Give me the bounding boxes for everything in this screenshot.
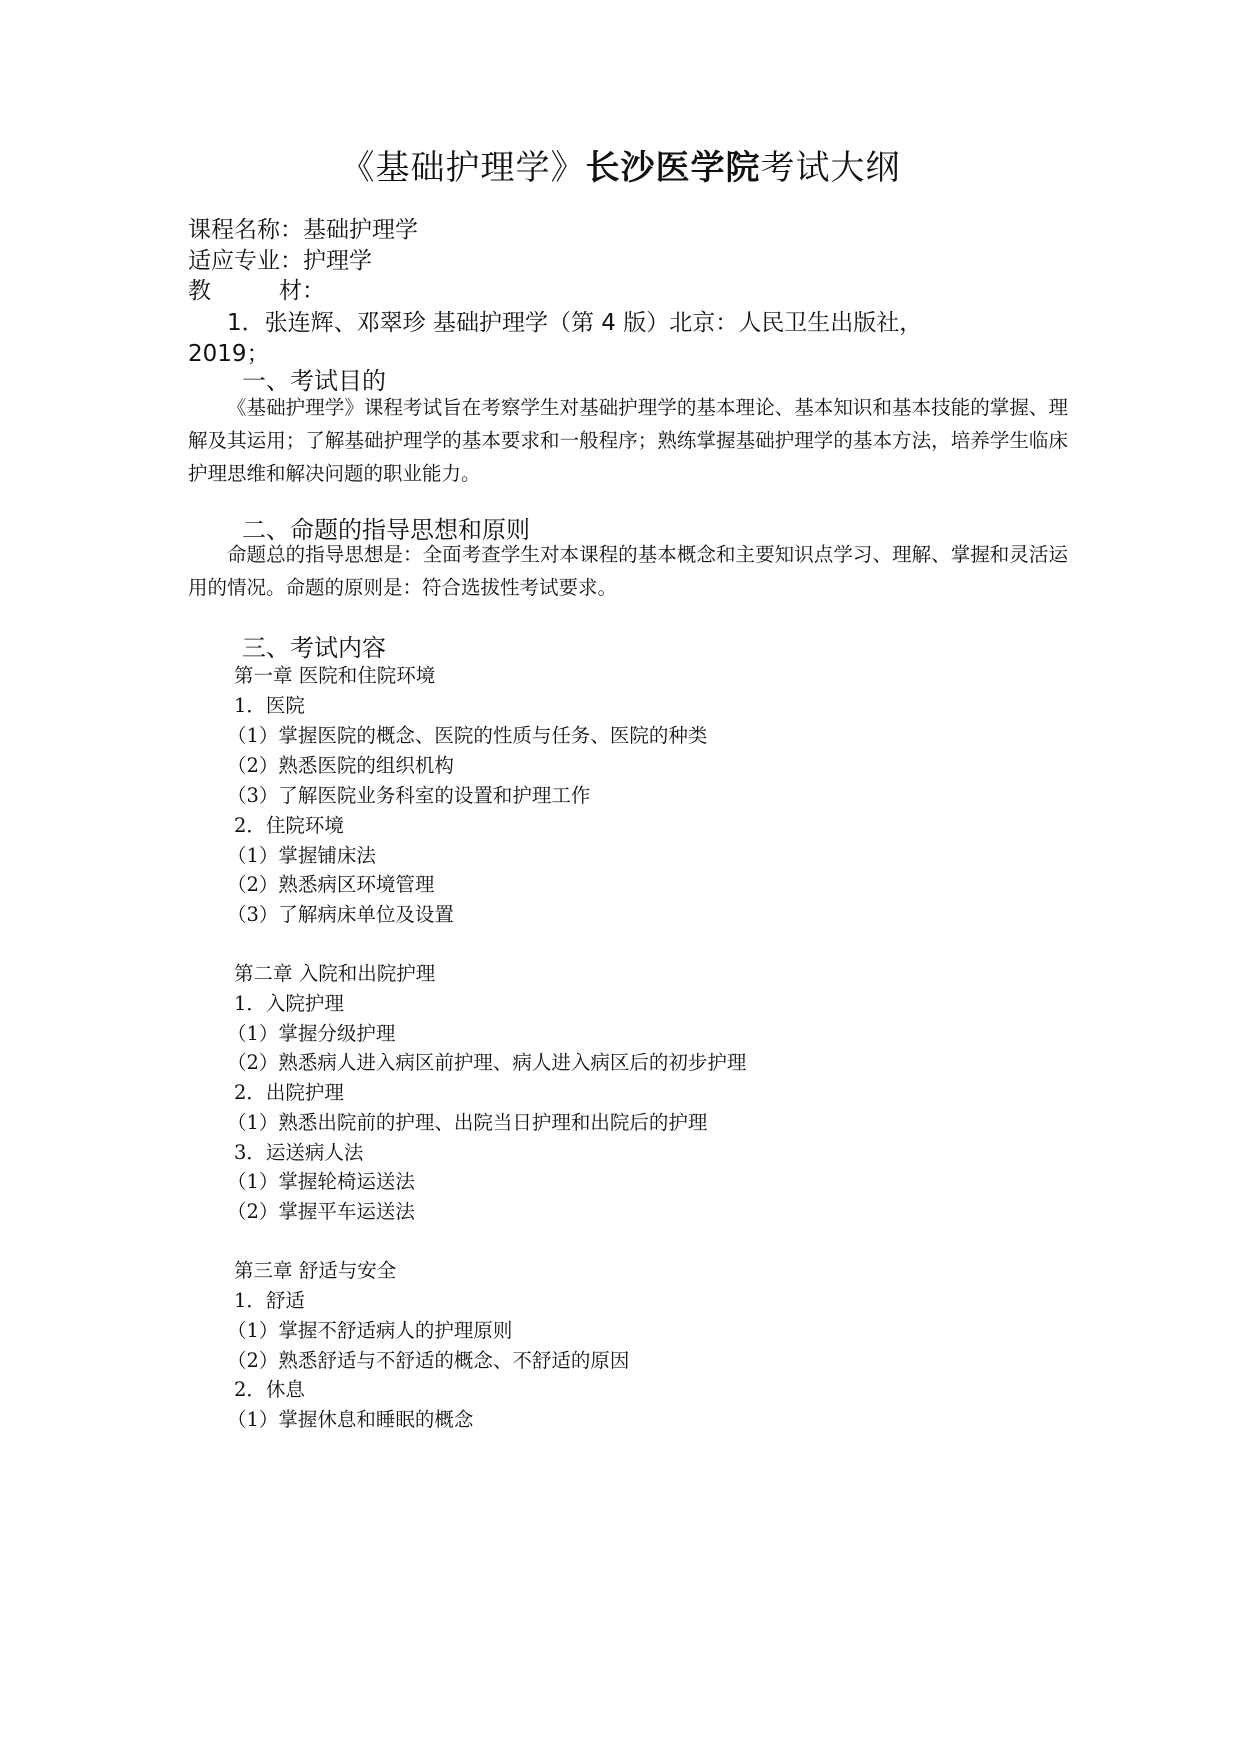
outline-item: 2．出院护理 bbox=[234, 1081, 344, 1104]
course-name-value: 基础护理学 bbox=[303, 217, 418, 243]
outline-subitem: （2）熟悉医院的组织机构 bbox=[227, 754, 454, 777]
title-part-outline: 考试大纲 bbox=[760, 148, 901, 188]
textbook-entry-line-2: 2019； bbox=[188, 341, 270, 367]
outline-subitem: （3）了解病床单位及设置 bbox=[227, 903, 454, 926]
textbook-label-b: 材： bbox=[279, 278, 325, 304]
outline-item: 1．舒适 bbox=[234, 1289, 305, 1312]
outline-item: 2．住院环境 bbox=[234, 814, 344, 837]
chapter-2-heading: 第二章 入院和出院护理 bbox=[234, 962, 436, 985]
section-1-heading: 一、考试目的 bbox=[242, 367, 386, 395]
section-2-body: 命题总的指导思想是：全面考查学生对本课程的基本概念和主要知识点学习、理解、掌握和灵活运用的情况。命题的原则是：符合选拔性考试要求。 bbox=[188, 543, 1068, 599]
outline-subitem: （2）掌握平车运送法 bbox=[227, 1200, 415, 1223]
course-name-line bbox=[188, 211, 418, 244]
textbook-label-line bbox=[188, 272, 325, 305]
course-name-label: 课程名称： bbox=[188, 217, 303, 243]
outline-subitem: （1）掌握轮椅运送法 bbox=[227, 1170, 415, 1193]
outline-subitem: （1）掌握医院的概念、医院的性质与任务、医院的种类 bbox=[227, 724, 708, 747]
chapter-1-heading: 第一章 医院和住院环境 bbox=[234, 664, 436, 687]
outline-item: 3．运送病人法 bbox=[234, 1141, 364, 1164]
textbook-label-a: 教 bbox=[188, 278, 211, 304]
outline-subitem: （2）熟悉病区环境管理 bbox=[227, 873, 435, 896]
section-1-body: 《基础护理学》课程考试旨在考察学生对基础护理学的基本理论、基本知识和基本技能的掌握、理解及其运用；了解基础护理学的基本要求和一般程序；熟练掌握基础护理学的基本方法，培养学生临床护理思维和解决问题的职业能力。 bbox=[188, 396, 1068, 485]
major-label: 适应专业： bbox=[188, 248, 303, 274]
outline-subitem: （2）熟悉舒适与不舒适的概念、不舒适的原因 bbox=[227, 1349, 630, 1372]
title-part-school: 长沙医学院 bbox=[585, 148, 761, 188]
outline-subitem: （2）熟悉病人进入病区前护理、病人进入病区后的初步护理 bbox=[227, 1051, 747, 1074]
textbook-entry-line-1: 1．张连辉、邓翠珍 基础护理学（第 4 版）北京：人民卫生出版社， bbox=[227, 310, 923, 336]
section-2-heading: 二、命题的指导思想和原则 bbox=[242, 516, 530, 544]
section-3-heading: 三、考试内容 bbox=[242, 634, 386, 662]
outline-subitem: （3）了解医院业务科室的设置和护理工作 bbox=[227, 784, 591, 807]
major-value: 护理学 bbox=[303, 248, 372, 274]
outline-item: 2．休息 bbox=[234, 1378, 305, 1401]
document-title bbox=[0, 140, 1241, 189]
major-line bbox=[188, 242, 372, 275]
title-part-book: 《基础护理学》 bbox=[340, 148, 586, 188]
outline-subitem: （1）掌握铺床法 bbox=[227, 844, 376, 867]
chapter-3-heading: 第三章 舒适与安全 bbox=[234, 1259, 397, 1282]
outline-subitem: （1）掌握休息和睡眠的概念 bbox=[227, 1408, 474, 1431]
outline-subitem: （1）掌握分级护理 bbox=[227, 1022, 396, 1045]
outline-subitem: （1）掌握不舒适病人的护理原则 bbox=[227, 1319, 513, 1342]
outline-item: 1．医院 bbox=[234, 694, 305, 717]
outline-item: 1．入院护理 bbox=[234, 992, 344, 1015]
outline-subitem: （1）熟悉出院前的护理、出院当日护理和出院后的护理 bbox=[227, 1111, 708, 1134]
